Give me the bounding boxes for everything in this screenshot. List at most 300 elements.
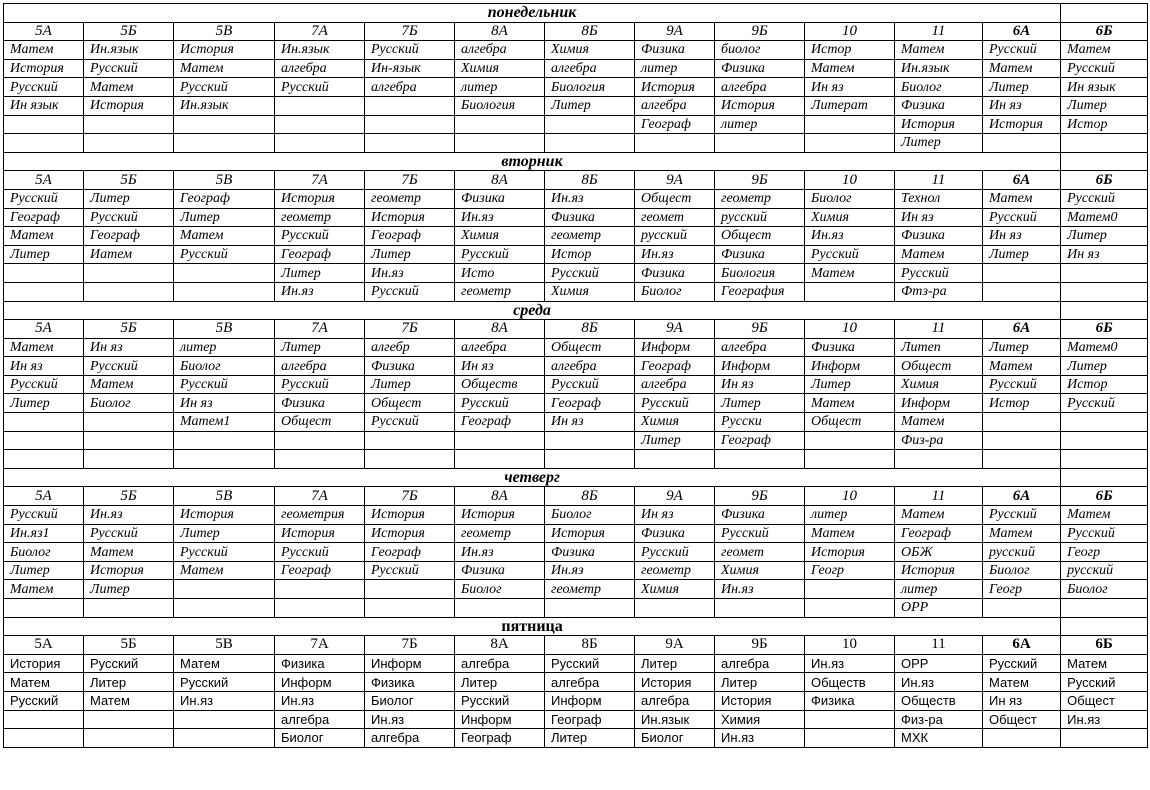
lesson-cell: Русский — [455, 245, 545, 264]
lesson-cell: Литеп — [895, 338, 983, 357]
lesson-cell: Истор — [1061, 375, 1148, 394]
lesson-cell: алгебра — [365, 729, 455, 748]
class-header: 11 — [895, 636, 983, 655]
lesson-cell: Географ — [84, 227, 174, 246]
lesson-cell: Технол — [895, 189, 983, 208]
lesson-cell: Обществ — [805, 673, 895, 692]
lesson-cell: Матем — [1061, 654, 1148, 673]
class-header: 8А — [455, 171, 545, 190]
lesson-cell: Матем — [4, 41, 84, 60]
lesson-cell: Ин.яз — [365, 710, 455, 729]
lesson-cell — [84, 599, 174, 618]
lesson-cell: Русский — [174, 375, 275, 394]
lesson-cell: Матем1 — [174, 413, 275, 432]
lesson-cell: Общест — [895, 357, 983, 376]
lesson-cell: Литер — [455, 673, 545, 692]
lesson-cell: Ин.яз — [275, 282, 365, 301]
lesson-cell — [84, 431, 174, 450]
lesson-cell: Физика — [545, 543, 635, 562]
lesson-cell: Литер — [84, 673, 174, 692]
lesson-cell: Русский — [365, 413, 455, 432]
lesson-cell: литер — [455, 78, 545, 97]
lesson-cell: Физика — [805, 691, 895, 710]
lesson-cell: Общест — [1061, 691, 1148, 710]
lesson-cell: Ин яз — [1061, 245, 1148, 264]
lesson-cell: Ин яз — [4, 357, 84, 376]
class-header: 7А — [275, 171, 365, 190]
lesson-cell: Географ — [455, 729, 545, 748]
class-header: 7А — [275, 320, 365, 339]
lesson-cell: Русский — [174, 543, 275, 562]
lesson-cell — [4, 599, 84, 618]
lesson-cell — [545, 115, 635, 134]
lesson-cell: Ин яз — [895, 208, 983, 227]
class-header: 8А — [455, 636, 545, 655]
lesson-cell: Ин.яз — [895, 673, 983, 692]
lesson-cell — [635, 599, 715, 618]
lesson-cell: геометр — [365, 189, 455, 208]
lesson-row — [4, 524, 1148, 543]
class-header: 10 — [805, 487, 895, 506]
lesson-cell: Информ — [365, 654, 455, 673]
class-header: 5В — [174, 320, 275, 339]
lesson-cell: Исто — [455, 264, 545, 283]
lesson-cell: Химия — [715, 710, 805, 729]
lesson-cell: История — [275, 524, 365, 543]
lesson-cell: Географ — [545, 710, 635, 729]
lesson-cell: алгебр — [365, 338, 455, 357]
lesson-cell: Русский — [1061, 524, 1148, 543]
lesson-cell: Литер — [1061, 96, 1148, 115]
lesson-cell: алгебра — [635, 691, 715, 710]
lesson-cell: Химия — [635, 580, 715, 599]
lesson-cell: Русский — [174, 673, 275, 692]
lesson-cell: История — [635, 673, 715, 692]
lesson-cell: Биолог — [545, 506, 635, 525]
lesson-cell: Матем — [983, 673, 1061, 692]
class-header: 7Б — [365, 487, 455, 506]
lesson-cell: Матем — [983, 189, 1061, 208]
lesson-cell — [983, 413, 1061, 432]
day-title: четверг — [4, 468, 1061, 487]
lesson-cell — [174, 431, 275, 450]
lesson-cell — [983, 282, 1061, 301]
lesson-cell: Русский — [365, 41, 455, 60]
lesson-cell: Общест — [635, 189, 715, 208]
lesson-cell: Литер — [1061, 357, 1148, 376]
lesson-cell: Ин.язык — [275, 41, 365, 60]
lesson-cell — [365, 431, 455, 450]
lesson-cell: Физика — [365, 673, 455, 692]
lesson-row — [4, 580, 1148, 599]
lesson-cell: Русский — [84, 208, 174, 227]
lesson-row — [4, 375, 1148, 394]
lesson-cell: История — [4, 59, 84, 78]
lesson-cell: История — [715, 691, 805, 710]
lesson-row — [4, 654, 1148, 673]
class-header: 8Б — [545, 320, 635, 339]
lesson-cell: Географ — [545, 394, 635, 413]
lesson-cell: алгебра — [635, 96, 715, 115]
day-section — [4, 617, 1148, 747]
lesson-cell: Физика — [455, 189, 545, 208]
lesson-cell: Общест — [365, 394, 455, 413]
lesson-cell: Биолог — [805, 189, 895, 208]
lesson-cell — [365, 450, 455, 469]
lesson-cell — [275, 450, 365, 469]
lesson-cell: Биолог — [1061, 580, 1148, 599]
lesson-cell: геометр — [715, 189, 805, 208]
lesson-cell: Русский — [174, 78, 275, 97]
lesson-cell: алгебра — [545, 357, 635, 376]
lesson-cell: Фтз-ра — [895, 282, 983, 301]
lesson-cell: Литер — [715, 394, 805, 413]
lesson-cell: Обществ — [455, 375, 545, 394]
lesson-cell — [4, 710, 84, 729]
lesson-cell — [4, 282, 84, 301]
lesson-cell: Матем — [4, 227, 84, 246]
lesson-cell — [805, 599, 895, 618]
lesson-cell: Биолог — [365, 691, 455, 710]
lesson-cell — [4, 450, 84, 469]
lesson-cell — [715, 134, 805, 153]
day-section — [4, 152, 1148, 301]
lesson-cell: Русский — [1061, 189, 1148, 208]
lesson-cell: Литер — [365, 375, 455, 394]
lesson-row — [4, 59, 1148, 78]
lesson-cell: Общест — [715, 227, 805, 246]
lesson-cell: Географ — [365, 543, 455, 562]
lesson-cell: Русский — [84, 357, 174, 376]
lesson-cell: Матем — [84, 78, 174, 97]
day-title: вторник — [4, 152, 1061, 171]
class-header: 9А — [635, 636, 715, 655]
lesson-cell: Русский — [365, 561, 455, 580]
lesson-cell: Географ — [174, 189, 275, 208]
lesson-cell — [805, 710, 895, 729]
class-header: 5Б — [84, 171, 174, 190]
lesson-cell: Русский — [84, 524, 174, 543]
lesson-cell: Русский — [275, 78, 365, 97]
lesson-cell: Биолог — [174, 357, 275, 376]
lesson-cell: Биология — [455, 96, 545, 115]
lesson-row — [4, 710, 1148, 729]
class-header: 9Б — [715, 320, 805, 339]
day-title-row — [4, 4, 1148, 23]
lesson-cell: Матем — [1061, 506, 1148, 525]
lesson-cell: История — [84, 561, 174, 580]
lesson-cell: Физика — [715, 245, 805, 264]
class-header: 11 — [895, 22, 983, 41]
lesson-cell: География — [715, 282, 805, 301]
lesson-cell: Ин.яз — [805, 654, 895, 673]
lesson-cell: История — [84, 96, 174, 115]
lesson-cell — [365, 580, 455, 599]
lesson-cell: История — [365, 208, 455, 227]
lesson-cell: Матем — [895, 413, 983, 432]
lesson-cell: История — [174, 41, 275, 60]
lesson-cell: Русский — [983, 506, 1061, 525]
class-header: 6Б — [1061, 171, 1148, 190]
empty-cell — [1061, 468, 1148, 487]
lesson-cell: Русский — [545, 375, 635, 394]
lesson-cell: Географ — [275, 561, 365, 580]
lesson-cell — [455, 599, 545, 618]
lesson-cell: алгебра — [545, 673, 635, 692]
lesson-cell — [84, 134, 174, 153]
class-header: 6Б — [1061, 320, 1148, 339]
day-section — [4, 301, 1148, 468]
lesson-cell — [84, 710, 174, 729]
lesson-cell: Литер — [4, 394, 84, 413]
lesson-cell — [983, 431, 1061, 450]
lesson-cell: Литер — [635, 431, 715, 450]
class-header: 5В — [174, 22, 275, 41]
lesson-cell: алгебра — [715, 78, 805, 97]
lesson-cell: Биолог — [4, 543, 84, 562]
lesson-cell: Русский — [455, 394, 545, 413]
class-header: 6Б — [1061, 487, 1148, 506]
lesson-cell: геометр — [545, 227, 635, 246]
lesson-cell: геометр — [545, 580, 635, 599]
lesson-cell: Литер — [545, 96, 635, 115]
lesson-cell: Информ — [545, 691, 635, 710]
class-header: 10 — [805, 320, 895, 339]
lesson-row — [4, 115, 1148, 134]
lesson-cell: Биолог — [635, 282, 715, 301]
lesson-cell: Русский — [4, 506, 84, 525]
class-header: 6А — [983, 636, 1061, 655]
lesson-cell — [365, 599, 455, 618]
lesson-cell: Биолог — [895, 78, 983, 97]
lesson-row — [4, 431, 1148, 450]
class-header: 6А — [983, 22, 1061, 41]
lesson-cell: Химия — [455, 59, 545, 78]
lesson-cell: Ин.яз — [545, 561, 635, 580]
lesson-cell: Матем — [805, 524, 895, 543]
lesson-cell: Ин.яз — [275, 691, 365, 710]
lesson-cell: Матем0 — [1061, 338, 1148, 357]
lesson-cell: Ин яз — [174, 394, 275, 413]
lesson-cell — [805, 115, 895, 134]
lesson-row — [4, 264, 1148, 283]
lesson-cell: алгебра — [275, 59, 365, 78]
lesson-cell: Истор — [805, 41, 895, 60]
lesson-cell: Литерат — [805, 96, 895, 115]
lesson-cell: Биолог — [275, 729, 365, 748]
class-header: 5А — [4, 487, 84, 506]
class-header: 5В — [174, 171, 275, 190]
lesson-cell: Русский — [983, 41, 1061, 60]
lesson-cell — [174, 282, 275, 301]
lesson-cell: Литер — [4, 245, 84, 264]
lesson-cell: алгебра — [275, 357, 365, 376]
lesson-cell — [1061, 431, 1148, 450]
class-header: 7Б — [365, 22, 455, 41]
lesson-cell — [983, 134, 1061, 153]
class-header: 5А — [4, 22, 84, 41]
lesson-cell: История — [635, 78, 715, 97]
lesson-cell: Геогр — [805, 561, 895, 580]
day-title-row — [4, 301, 1148, 320]
class-header: 7А — [275, 487, 365, 506]
lesson-cell: Ин яз — [983, 691, 1061, 710]
lesson-row — [4, 394, 1148, 413]
lesson-cell — [455, 450, 545, 469]
lesson-cell: русский — [715, 208, 805, 227]
lesson-cell — [275, 115, 365, 134]
lesson-cell: Матем — [895, 506, 983, 525]
lesson-cell — [983, 450, 1061, 469]
lesson-cell: геомет — [715, 543, 805, 562]
lesson-row — [4, 729, 1148, 748]
lesson-cell: литер — [805, 506, 895, 525]
lesson-cell: Русски — [715, 413, 805, 432]
lesson-row — [4, 78, 1148, 97]
lesson-cell: Общест — [805, 413, 895, 432]
lesson-cell: Русский — [1061, 673, 1148, 692]
lesson-cell: Географ — [275, 245, 365, 264]
lesson-cell: Матем — [174, 561, 275, 580]
lesson-cell: Биолог — [84, 394, 174, 413]
lesson-cell: ОРР — [895, 654, 983, 673]
day-title-row — [4, 468, 1148, 487]
lesson-cell — [4, 115, 84, 134]
class-header: 8Б — [545, 171, 635, 190]
lesson-cell — [365, 96, 455, 115]
lesson-cell: Ин.яз — [635, 245, 715, 264]
lesson-cell — [805, 580, 895, 599]
lesson-cell: Русский — [4, 691, 84, 710]
lesson-cell: История — [983, 115, 1061, 134]
lesson-cell: Русский — [715, 524, 805, 543]
day-title-row — [4, 617, 1148, 636]
lesson-cell: алгебра — [455, 338, 545, 357]
lesson-cell: Ин.яз — [545, 189, 635, 208]
lesson-cell: Русский — [635, 394, 715, 413]
lesson-cell: Русский — [174, 245, 275, 264]
class-header: 9А — [635, 171, 715, 190]
lesson-cell: Биология — [715, 264, 805, 283]
lesson-cell: Информ — [275, 673, 365, 692]
lesson-cell — [84, 729, 174, 748]
class-header: 8А — [455, 22, 545, 41]
lesson-cell: Русский — [983, 654, 1061, 673]
class-header: 7Б — [365, 636, 455, 655]
lesson-cell: геометр — [635, 561, 715, 580]
lesson-cell: Русский — [4, 189, 84, 208]
lesson-cell: литер — [895, 580, 983, 599]
lesson-cell: Литер — [545, 729, 635, 748]
empty-cell — [1061, 301, 1148, 320]
class-header: 5В — [174, 487, 275, 506]
class-header: 8Б — [545, 636, 635, 655]
lesson-cell: История — [895, 561, 983, 580]
class-header: 7А — [275, 22, 365, 41]
lesson-row — [4, 282, 1148, 301]
day-section — [4, 4, 1148, 153]
lesson-cell: геомет — [635, 208, 715, 227]
lesson-row — [4, 245, 1148, 264]
lesson-cell: Обществ — [895, 691, 983, 710]
class-header: 9А — [635, 320, 715, 339]
lesson-cell: Русский — [1061, 59, 1148, 78]
lesson-cell — [545, 431, 635, 450]
class-header-row — [4, 487, 1148, 506]
lesson-row — [4, 413, 1148, 432]
lesson-row — [4, 338, 1148, 357]
lesson-cell: Русский — [455, 691, 545, 710]
class-header: 7Б — [365, 320, 455, 339]
lesson-cell: Ин яз — [635, 506, 715, 525]
lesson-cell — [635, 134, 715, 153]
lesson-cell — [635, 450, 715, 469]
lesson-cell: История — [805, 543, 895, 562]
lesson-cell: Русский — [84, 654, 174, 673]
lesson-cell — [1061, 729, 1148, 748]
day-section — [4, 468, 1148, 617]
class-header: 5А — [4, 171, 84, 190]
lesson-cell: Русский — [805, 245, 895, 264]
lesson-cell: русский — [635, 227, 715, 246]
lesson-cell: Ин яз — [545, 413, 635, 432]
lesson-cell: Матем — [983, 59, 1061, 78]
lesson-cell — [545, 599, 635, 618]
lesson-cell: Матем — [174, 59, 275, 78]
lesson-cell — [174, 729, 275, 748]
lesson-cell: Химия — [805, 208, 895, 227]
lesson-cell: Ин-язык — [365, 59, 455, 78]
lesson-cell: Матем — [805, 394, 895, 413]
lesson-cell — [275, 599, 365, 618]
lesson-cell: Русский — [275, 375, 365, 394]
lesson-cell: Информ — [805, 357, 895, 376]
lesson-cell: Русский — [545, 264, 635, 283]
lesson-cell: Литер — [275, 264, 365, 283]
lesson-cell: Физика — [635, 524, 715, 543]
lesson-cell: алгебра — [715, 654, 805, 673]
lesson-cell — [715, 450, 805, 469]
lesson-cell: Ин яз — [983, 227, 1061, 246]
lesson-cell: МХК — [895, 729, 983, 748]
class-header: 8А — [455, 320, 545, 339]
lesson-cell: Матем — [84, 375, 174, 394]
lesson-cell: Русский — [1061, 394, 1148, 413]
lesson-cell: Ин.язык — [895, 59, 983, 78]
lesson-cell: История — [545, 524, 635, 543]
lesson-cell — [455, 115, 545, 134]
lesson-cell — [4, 413, 84, 432]
lesson-cell: Физика — [275, 394, 365, 413]
lesson-cell — [805, 729, 895, 748]
lesson-cell: Ин.яз1 — [4, 524, 84, 543]
lesson-cell: алгебра — [455, 41, 545, 60]
lesson-cell: Русский — [983, 375, 1061, 394]
lesson-cell: Ин яз — [805, 78, 895, 97]
lesson-cell: Химия — [455, 227, 545, 246]
lesson-cell: ОБЖ — [895, 543, 983, 562]
lesson-cell: Физика — [805, 338, 895, 357]
lesson-row — [4, 450, 1148, 469]
lesson-cell: геометр — [455, 282, 545, 301]
day-title: пятница — [4, 617, 1061, 636]
lesson-cell: Матем — [84, 543, 174, 562]
lesson-cell: Русский — [275, 543, 365, 562]
lesson-cell: Матем — [983, 524, 1061, 543]
lesson-cell — [275, 96, 365, 115]
lesson-cell: Матем — [983, 357, 1061, 376]
class-header: 9А — [635, 22, 715, 41]
